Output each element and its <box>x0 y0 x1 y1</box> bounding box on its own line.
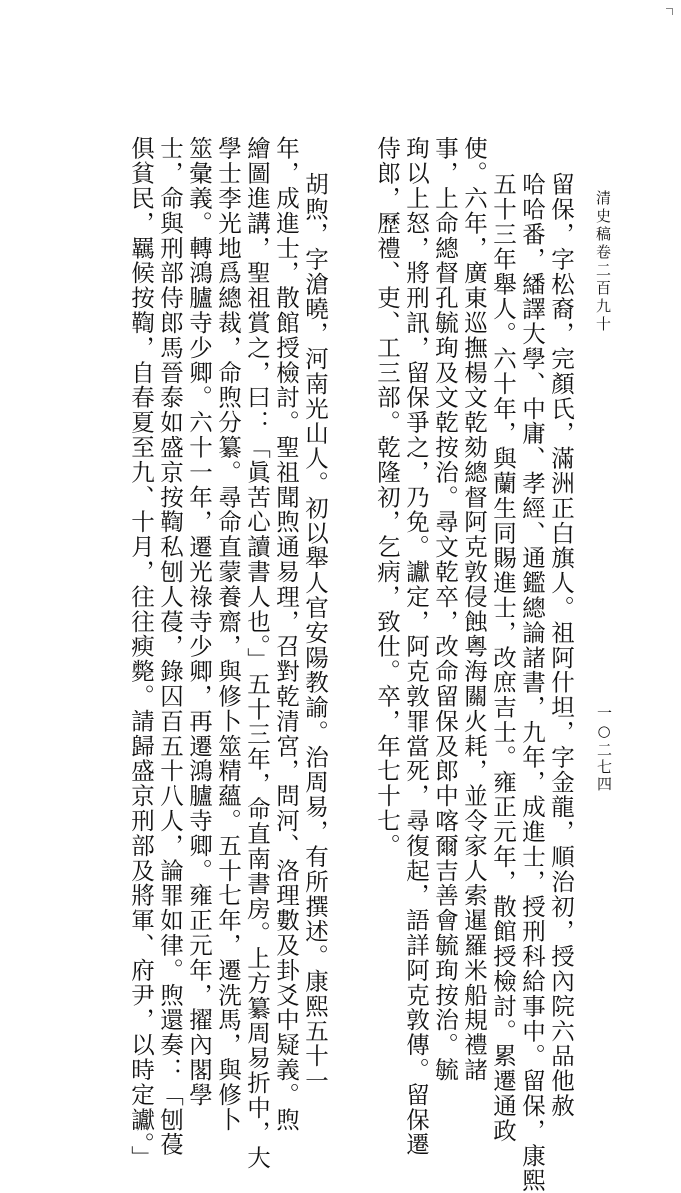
text-column-14: 俱貧民，羈候按鞫，自春夏至九、十月，往往瘐斃。請歸盛京刑部及將軍、府尹，以時定讞。」 <box>127 136 155 1171</box>
text-column-2: 哈哈番，繙譯大學、中庸、孝經、通鑑總論諸書，九年，成進士，授刑科給事中。留保，康熙 <box>518 172 546 1193</box>
text-column-3: 五十三年舉人。六十年，與蘭生同賜進士，改庶吉士。雍正元年，散館授檢討。累遷通政 <box>489 172 517 1144</box>
text-column-10: 繪圖進講，聖祖賞之，曰：「眞苦心讀書人也。」五十三年，命直南書房。上方纂周易折中，大 <box>243 136 271 1171</box>
text-column-9: 年，成進士，散館授檢討。聖祖聞煦通易理，召對乾清宮，問河、洛理數及卦爻中疑義。煦 <box>272 136 300 1132</box>
text-column-8: 胡煦，字滄曉，河南光山人。初以舉人官安陽教諭。治周易，有所撰述。康熙五十一 <box>301 172 329 1094</box>
text-column-1: 留保，字松裔，完顏氏，滿洲正白旗人。祖阿什坦，字金龍，順治初，授內院六品他赦 <box>547 172 575 1119</box>
text-column-11: 學士李光地爲總裁，命煦分纂。尋命直蒙養齋，與修卜筮精蘊。五十七年，遷洗馬，與修卜 <box>214 136 242 1132</box>
text-column-6: 珣以上怒，將刑訊，留保爭之，乃免。讞定，阿克敦罪當死，尋復起，語詳阿克敦傳。留保遷 <box>402 136 430 1157</box>
text-column-5: 事，上命總督孔毓珣及文乾按治。尋文乾卒，改命留保及郎中喀爾吉善會毓珣按治。毓 <box>431 136 459 1083</box>
text-column-7: 侍郎，歷禮、吏、工三部。乾隆初，乞病，致仕。卒，年七十七。 <box>373 136 401 859</box>
page-corner-mark <box>666 8 673 15</box>
text-column-12: 筮彙義。轉鴻臚寺少卿。六十一年，遷光祿寺少卿，再遷鴻臚寺卿。雍正元年，擢內閣學 <box>185 136 213 1108</box>
page-number: 一○二七四 <box>595 705 613 793</box>
text-column-4: 使。六年，廣東巡撫楊文乾劾總督阿克敦侵蝕粵海關火耗，並令家人索暹羅米船規禮諸 <box>460 136 488 1083</box>
running-title: 清史稿卷二百九十 <box>594 190 612 334</box>
text-column-13: 士，命與刑部侍郎馬晉泰如盛京按鞫私刨人葠，錄囚百五十八人，論罪如律。煦還奏：「刨葠 <box>156 136 184 1157</box>
